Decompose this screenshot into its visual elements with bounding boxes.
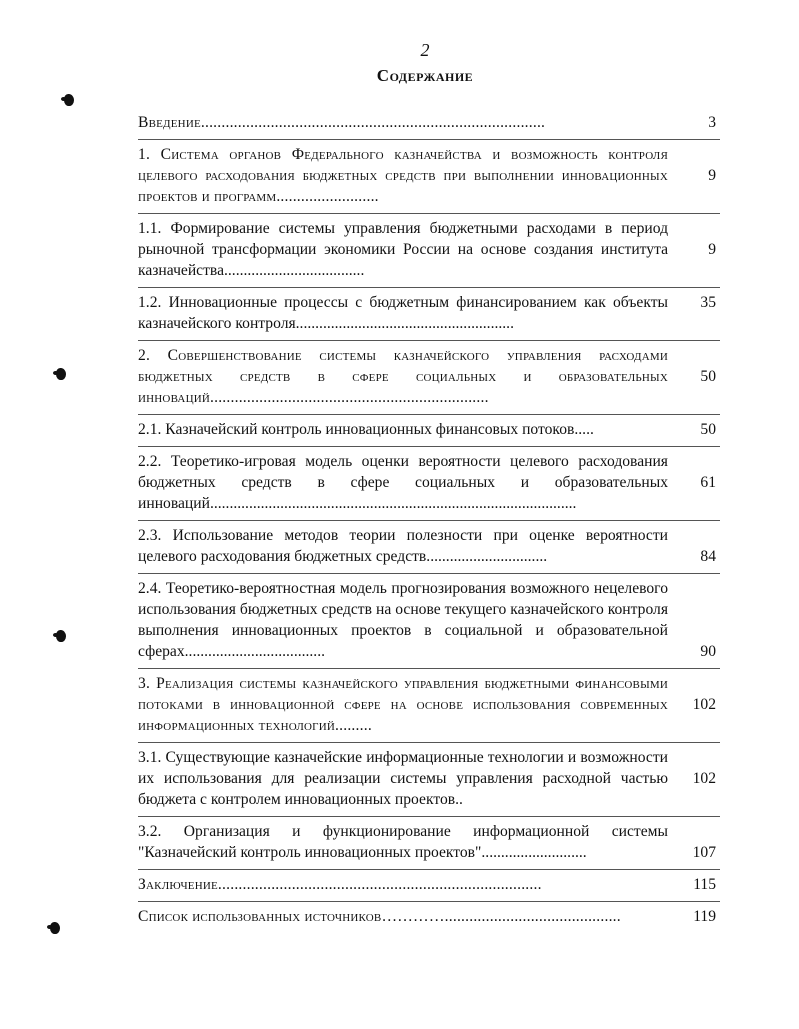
- table-of-contents: [138, 108, 720, 933]
- toc-entry-section-2-1: [138, 415, 720, 447]
- toc-page-number: 90: [700, 643, 716, 660]
- toc-page-number: 115: [693, 876, 716, 893]
- toc-page-number: 107: [692, 844, 716, 861]
- toc-entry-references: [138, 902, 720, 933]
- toc-entry-title: Введение: [138, 114, 201, 131]
- toc-entry-section-1-1: [138, 214, 720, 288]
- toc-entry-title: 2.3. Использование методов теории полезности при оценке вероятности целевого расходования бюджетных средств: [138, 527, 668, 565]
- toc-entry-title: 1.1. Формирование системы управления бюджетными расходами в период рыночной трансформации экономики России на основе создания института казначейства: [138, 220, 668, 279]
- scan-mark: [56, 630, 66, 642]
- toc-leader-dots: ....................................: [184, 643, 325, 660]
- toc-page-number: 102: [692, 696, 716, 713]
- toc-entry-section-2-4: [138, 574, 720, 669]
- toc-entry-title: 1.2. Инновационные процессы с бюджетным финансированием как объекты казначейского контроля: [138, 294, 668, 332]
- toc-page-number: 3: [708, 114, 716, 131]
- scan-mark: [64, 94, 74, 106]
- toc-entry-section-3-1: [138, 743, 720, 817]
- toc-leader-dots: .....: [574, 421, 594, 438]
- toc-page-number: 84: [700, 548, 716, 565]
- toc-entry-title: 2. Совершенствование системы казначейского управления расходами бюджетных средств в сфере социальных и образовательных инноваций: [138, 347, 668, 406]
- toc-entry-title: Список использованных источников: [138, 908, 382, 925]
- toc-page-number: 35: [700, 294, 716, 311]
- toc-leader-dots: ....................................................................: [210, 389, 489, 406]
- toc-entry-section-2-2: [138, 447, 720, 521]
- toc-page-number: 61: [700, 474, 716, 491]
- toc-leader-dots: ..............................................................................................: [209, 495, 577, 512]
- toc-page-number: 9: [708, 241, 716, 258]
- toc-entry-title: Заключение: [138, 876, 218, 893]
- toc-entry-section-3-2: [138, 817, 720, 870]
- toc-leader-dots: ........................................................: [295, 315, 514, 332]
- toc-entry-chapter-1: [138, 140, 720, 214]
- scan-mark: [50, 922, 60, 934]
- toc-leader-dots: ..: [455, 791, 463, 808]
- toc-entry-introduction: [138, 108, 720, 140]
- page-title: Содержание: [376, 66, 474, 85]
- toc-entry-title: 2.1. Казначейский контроль инновационных финансовых потоков: [138, 421, 575, 438]
- scan-mark: [56, 368, 66, 380]
- page-number: 2: [420, 40, 430, 60]
- toc-entry-title: 1. Система органов Федерального казначейства и возможность контроля целевого расходования бюджетных средств при выполнении инновационных проектов и программ: [138, 146, 668, 205]
- toc-leader-dots: .........: [335, 717, 372, 734]
- toc-page-number: 119: [693, 908, 716, 925]
- toc-leader-dots: …………...........................................: [381, 908, 621, 925]
- toc-entry-section-2-3: [138, 521, 720, 574]
- toc-page-number: 9: [708, 167, 716, 184]
- toc-page-number: 50: [700, 421, 716, 438]
- toc-entry-title: 3.2. Организация и функционирование информационной системы "Казначейский контроль инновационных проектов": [138, 823, 668, 861]
- toc-entry-title: 3.1. Существующие казначейские информационные технологии и возможности их использования для реализации системы управления расходной частью бюджета с контролем инновационных проектов: [138, 749, 668, 808]
- toc-entry-title: 2.4. Теоретико-вероятностная модель прогнозирования возможного нецелевого использования бюджетных средств на основе текущего казначейского контроля выполнения инновационных проектов в социальной и образовательной сферах: [138, 580, 668, 660]
- toc-entry-conclusion: [138, 870, 720, 902]
- toc-entry-title: 2.2. Теоретико-игровая модель оценки вероятности целевого расходования бюджетных средств в сфере социальных и образовательных инноваций: [138, 453, 668, 512]
- toc-entry-section-1-2: [138, 288, 720, 341]
- toc-entry-chapter-3: [138, 669, 720, 743]
- toc-page-number: 50: [700, 368, 716, 385]
- toc-page-number: 102: [692, 770, 716, 787]
- toc-leader-dots: ....................................................................................: [200, 114, 546, 131]
- toc-entry-chapter-2: [138, 341, 720, 415]
- toc-leader-dots: ...............................: [426, 548, 548, 565]
- toc-leader-dots: .........................: [276, 188, 379, 205]
- toc-leader-dots: ....................................: [224, 262, 365, 279]
- toc-entry-title: 3. Реализация системы казначейского управления бюджетными финансовыми потоками в инновационной сфере на основе использования современных информационных технологий: [138, 675, 668, 734]
- toc-leader-dots: ...........................: [481, 844, 587, 861]
- toc-leader-dots: ...............................................................................: [217, 876, 542, 893]
